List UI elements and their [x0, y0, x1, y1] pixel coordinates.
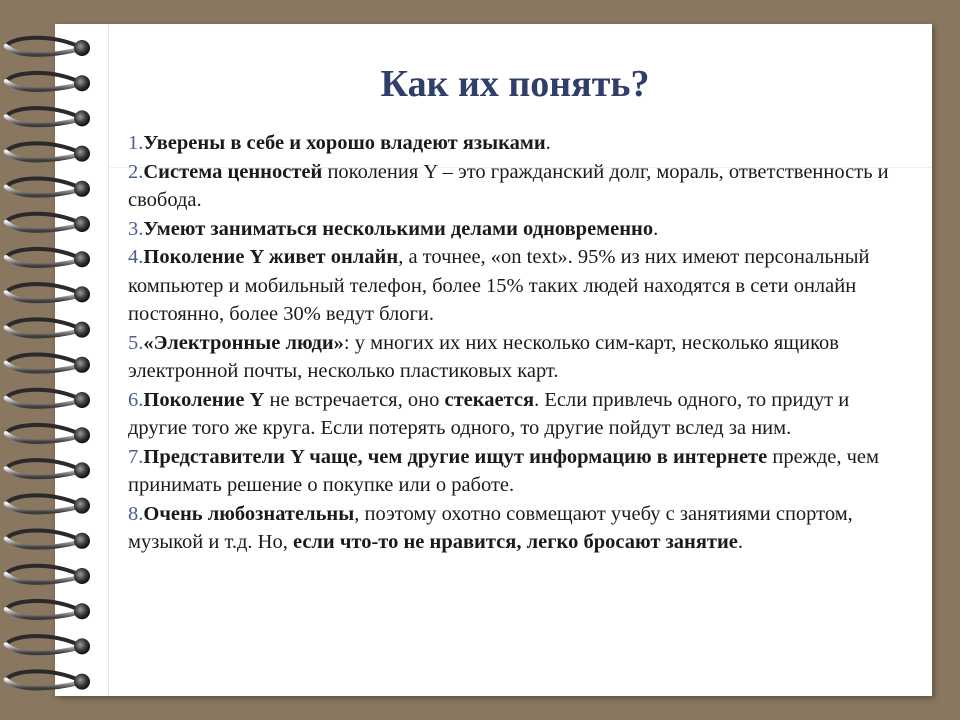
list-item [128, 243, 898, 329]
spiral-ring [6, 601, 90, 619]
item-text: . [653, 217, 659, 240]
item-bold-text: «Электронные люди» [143, 331, 344, 354]
page-title: Как их понять? [380, 63, 650, 105]
item-bold-text: Поколение Y живет онлайн [143, 246, 399, 268]
list-item [128, 386, 898, 443]
item-bold-text: Умеют заниматься несколькими делами одновременно [143, 217, 654, 240]
item-bold-text: Представители Y чаще, чем другие ищут информацию в интернете [143, 445, 768, 468]
item-text: . Если привлечь одного, то придут и другие того же круга. Если потерять одного, то другие пойдут вслед за ним. [128, 388, 850, 439]
spiral-ring [6, 460, 90, 478]
spiral-ring [6, 38, 90, 56]
spiral-ring [6, 249, 90, 267]
item-number: 5. [128, 331, 144, 354]
spiral-ring [6, 671, 90, 689]
spiral-ring [6, 214, 90, 232]
spiral-ring [6, 355, 90, 373]
spiral-ring [6, 284, 90, 302]
item-number: 7. [128, 445, 144, 468]
spiral-ring [6, 108, 90, 126]
item-number: 4. [128, 246, 144, 268]
item-bold-text: Система ценностей [143, 160, 323, 183]
spiral-ring [6, 143, 90, 161]
item-number: 2. [128, 160, 144, 183]
item-bold-text: Очень любознательны [143, 502, 355, 525]
spiral-ring [6, 566, 90, 584]
spiral-ring [6, 319, 90, 337]
text-list [128, 129, 898, 557]
spiral-ring [6, 425, 90, 443]
spiral-ring [6, 531, 90, 549]
spiral-ring [6, 495, 90, 513]
list-item [128, 129, 898, 158]
item-text: , поэтому охотно совмещают учебу с занятиями спортом, музыкой и т.д. Но, [128, 502, 853, 553]
item-number: 1. [128, 132, 144, 154]
item-bold-text: Поколение Y [143, 388, 265, 411]
item-text: прежде, чем принимать решение о покупке или о работе. [128, 445, 880, 496]
item-number: 6. [128, 388, 144, 411]
item-bold-text: если что-то не нравится, легко бросают занятие [292, 531, 738, 553]
item-text: . [737, 531, 744, 553]
spiral-binding [0, 0, 110, 720]
item-text: не встречается, оно [264, 388, 445, 411]
list-item [128, 158, 898, 215]
item-number: 3. [128, 217, 144, 240]
spiral-ring [6, 179, 90, 197]
item-text: поколения Y – это гражданский долг, мораль, ответственность и свобода. [128, 160, 889, 211]
item-number: 8. [128, 502, 144, 525]
item-text: , а точнее, «on text». 95% из них имеют персональный компьютер и мобильный телефон, более 15% таких людей находятся в сети онлайн постоянно, более 30% ведут блоги. [128, 246, 870, 325]
item-bold-text: Уверены в себе и хорошо владеют языками [143, 132, 546, 154]
spiral-ring [6, 636, 90, 654]
list-item [128, 500, 898, 557]
list-item [128, 329, 898, 386]
item-bold-text: стекается [444, 388, 535, 411]
item-text: : у многих их них несколько сим-карт, несколько ящиков электронной почты, несколько пластиковых карт. [128, 331, 839, 382]
list-item [128, 215, 898, 244]
spiral-ring [6, 390, 90, 408]
item-text: . [545, 132, 551, 154]
list-item [128, 443, 898, 500]
